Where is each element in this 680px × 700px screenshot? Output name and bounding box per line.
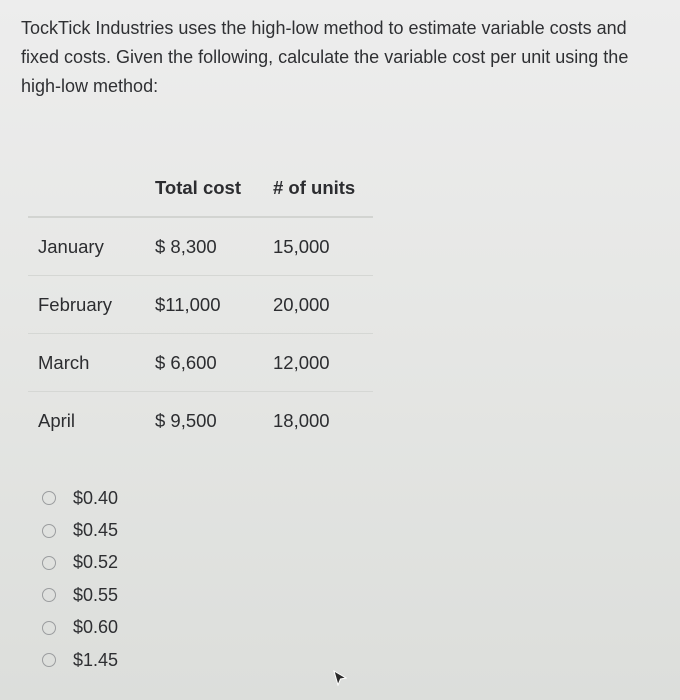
radio-button[interactable] bbox=[42, 653, 56, 667]
table-header-row bbox=[28, 160, 373, 217]
units-cell: 18,000 bbox=[273, 409, 330, 431]
radio-button[interactable] bbox=[42, 588, 56, 602]
cost-table bbox=[28, 160, 373, 449]
month-cell: March bbox=[28, 334, 151, 392]
option-label: $0.60 bbox=[73, 617, 119, 638]
answer-option[interactable] bbox=[42, 579, 118, 611]
units-cell: 12,000 bbox=[271, 334, 373, 392]
question-text: TockTick Industries uses the high-low method to estimate variable costs and fixed costs. Given the following, calculate the variable cost per unit using the high-low method: bbox=[21, 18, 629, 96]
option-label: $0.55 bbox=[73, 584, 119, 605]
option-label: $0.52 bbox=[73, 552, 119, 573]
radio-button[interactable] bbox=[42, 524, 56, 538]
cost-cell: $ 8,300 bbox=[151, 217, 271, 276]
month-cell: February bbox=[28, 276, 151, 334]
units-cell: 15,000 bbox=[271, 217, 373, 276]
units-cell: 20,000 bbox=[271, 276, 373, 334]
answer-option[interactable] bbox=[42, 514, 118, 546]
radio-button[interactable] bbox=[42, 491, 56, 505]
cost-cell: $ 9,500 bbox=[155, 409, 217, 431]
mouse-cursor-icon bbox=[333, 670, 347, 686]
header-month bbox=[28, 160, 151, 217]
answer-option[interactable] bbox=[42, 612, 118, 644]
option-label: $0.40 bbox=[73, 487, 119, 508]
option-label: $1.45 bbox=[73, 649, 119, 670]
table-row bbox=[28, 392, 373, 450]
radio-button[interactable] bbox=[42, 621, 56, 635]
cost-cell: $ 6,600 bbox=[151, 334, 271, 392]
month-cell: January bbox=[28, 217, 151, 276]
table-row bbox=[28, 217, 373, 276]
month-cell: April bbox=[38, 409, 76, 431]
table-row bbox=[28, 276, 373, 334]
option-label: $0.45 bbox=[73, 520, 119, 541]
header-total-cost: Total cost bbox=[151, 160, 271, 217]
header-units: # of units bbox=[271, 160, 373, 217]
cost-cell: $11,000 bbox=[151, 276, 271, 334]
radio-button[interactable] bbox=[42, 556, 56, 570]
answer-option[interactable] bbox=[42, 482, 118, 514]
answer-option[interactable] bbox=[42, 644, 118, 676]
answer-option[interactable] bbox=[42, 547, 118, 579]
table-row bbox=[28, 334, 373, 392]
answer-options bbox=[42, 482, 118, 676]
